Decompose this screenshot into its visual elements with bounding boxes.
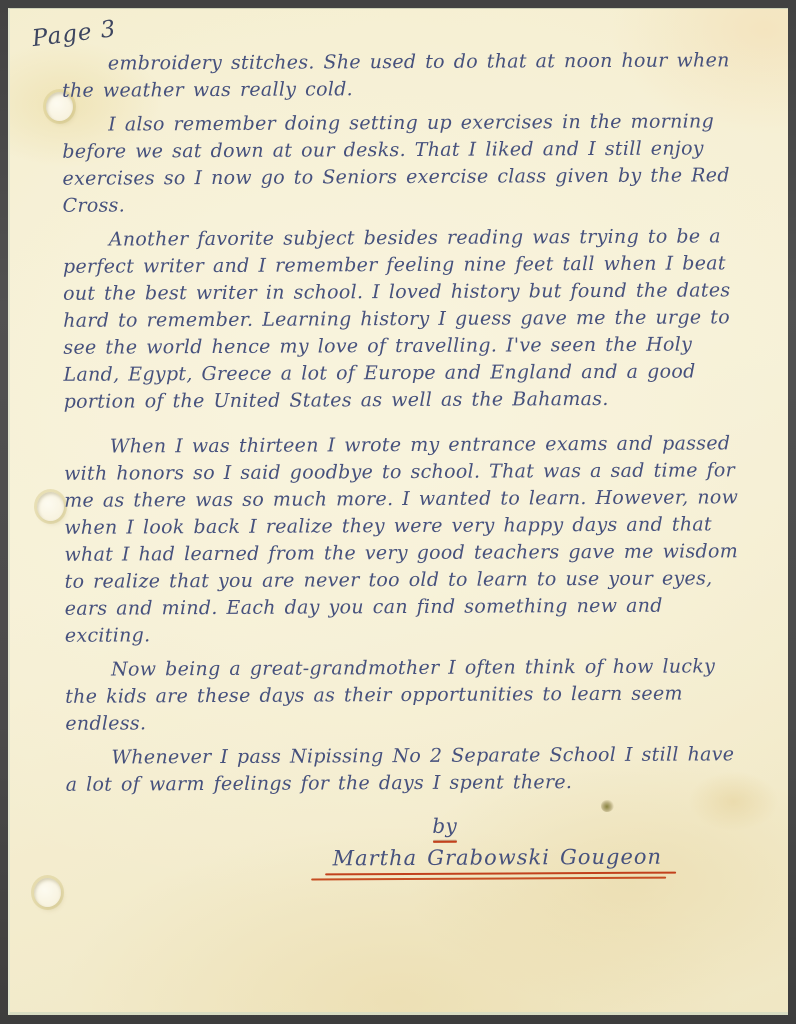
handwritten-paragraph: embroidery stitches. She used to do that at noon hour when the weather was really cold. <box>61 49 730 102</box>
punch-hole-bottom <box>34 878 61 907</box>
red-underline <box>432 841 457 843</box>
punch-hole-middle <box>37 492 64 521</box>
signature-by <box>422 813 467 843</box>
handwritten-paragraph: Whenever I pass Nipissing No 2 Separate School I still have a lot of warm feelings for the days I spent there. <box>65 743 735 796</box>
handwritten-paragraph: Now being a great-grandmother I often think of how lucky the kids are these days as their opportunities to learn seem endless. <box>65 655 716 735</box>
handwritten-text-block <box>62 47 746 884</box>
signature-name-text: Martha Grabowski Gougeon <box>332 844 663 871</box>
red-underline <box>325 872 677 876</box>
red-underline <box>311 877 667 881</box>
signature-block <box>326 812 668 883</box>
handwritten-paragraph: I also remember doing setting up exercises in the morning before we sat down at our desks. That I liked and I still enjoy exercises so I now go to Seniors exercise class given by the Red Cross. <box>62 110 730 217</box>
signature-by-text: by <box>432 813 458 838</box>
handwritten-paragraph: When I was thirteen I wrote my entrance exams and passed with honors so I said goodbye to school. That was a sad time for me as there was so much more. I wanted to learn. However, now when I look back I realize they were very happy days and that what I had learned from the very good teachers gave me wisdom to realize that you are never too old to learn to use your eyes, ears and mind. Each day you can find something new and exciting. <box>63 432 739 647</box>
notebook-page <box>8 8 788 1015</box>
handwritten-paragraph: Another favorite subject besides reading was trying to be a perfect writer and I remember feeling nine feet tall when I beat out the best writer in school. I loved history but found the dates hard to remember. Learning history I guess gave me the urge to see the world hence my love of travelling. I've seen the Holy Land, Egypt, Greece a lot of Europe and England and a good portion of the United States as well as the Bahamas. <box>62 225 731 413</box>
signature-name <box>326 844 668 883</box>
page-number-label: Page 3 <box>30 15 118 53</box>
